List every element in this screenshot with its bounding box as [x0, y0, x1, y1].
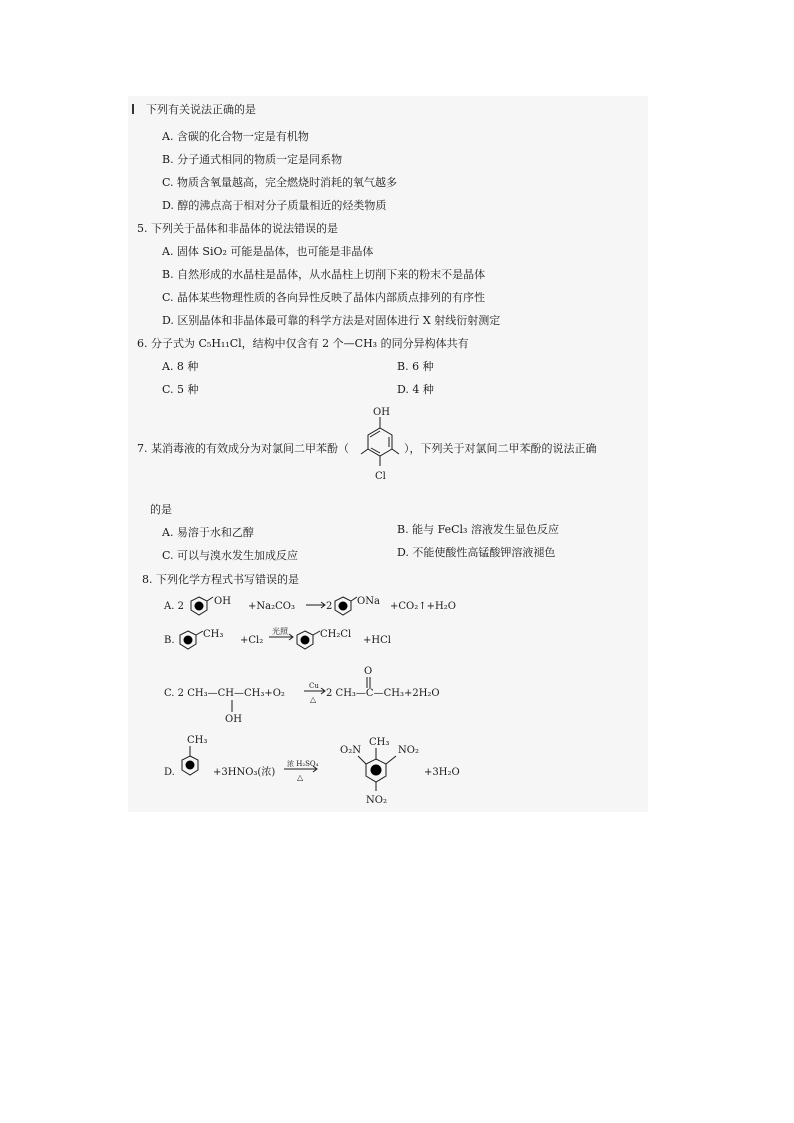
q7-option-d: D. 不能使酸性高锰酸钾溶液褪色: [397, 546, 556, 559]
q8-equation-b: [160, 623, 480, 657]
q8b-prefix: B.: [164, 635, 175, 646]
q7-stem-post: ），下列关于对氯间二甲苯酚的说法正确: [404, 442, 597, 455]
q4-option-d: D. 醇的沸点高于相对分子质量相近的烃类物质: [162, 199, 387, 212]
q6-option-a: A. 8 种: [162, 360, 199, 373]
q8-equation-c: [160, 661, 490, 723]
q8b-ch2cl: CH₂Cl: [320, 629, 352, 640]
q8d-ch3: CH₃: [187, 735, 208, 746]
chloroxylenol-structure: [358, 404, 408, 496]
cl-label: Cl: [375, 471, 386, 482]
q8b-cl2: +Cl₂: [240, 635, 264, 646]
q8c-heat: △: [310, 695, 317, 704]
q5-option-c: C. 晶体某些物理性质的各向异性反映了晶体内部质点排列的有序性: [162, 291, 486, 304]
q5-stem: 5. 下列关于晶体和非晶体的说法错误的是: [137, 222, 338, 235]
q6-option-c: C. 5 种: [162, 383, 199, 396]
q8d-no2-right: NO₂: [398, 745, 419, 756]
q8c-catalyst: Cu: [309, 682, 319, 690]
q7-option-b: B. 能与 FeCl₃ 溶液发生显色反应: [397, 523, 559, 536]
q8c-o: O: [364, 666, 373, 677]
q8a-prefix: A. 2: [164, 601, 184, 612]
q7-option-a: A. 易溶于水和乙醇: [162, 526, 254, 539]
q8d-products: +3H₂O: [424, 767, 460, 778]
q8a-reagent: +Na₂CO₃: [248, 601, 295, 612]
q5-option-d: D. 区别晶体和非晶体最可靠的科学方法是对固体进行 X 射线衍射测定: [162, 314, 501, 327]
q8c-products: 2 CH₃—C—CH₃+2H₂O: [326, 688, 440, 699]
q8b-condition: 光照: [272, 627, 288, 636]
q8a-coeff: 2: [326, 601, 333, 612]
oh-label: OH: [373, 407, 390, 418]
q8-stem: 8. 下列化学方程式书写错误的是: [142, 573, 299, 586]
q8a-oh: OH: [214, 596, 231, 607]
q7-stem-pre: 7. 某消毒液的有效成分为对氯间二甲苯酚（: [137, 442, 349, 455]
q8d-heat: △: [297, 773, 304, 782]
q8d-reagent: +3HNO₃(浓): [213, 767, 276, 778]
q5-option-b: B. 自然形成的水晶柱是晶体，从水晶柱上切削下来的粉末不是晶体: [162, 268, 486, 281]
q7-stem-cont: 的是: [150, 503, 172, 516]
q8-equation-a: [160, 591, 480, 621]
q8b-products: +HCl: [363, 635, 391, 646]
q8a-products: +CO₂↑+H₂O: [390, 601, 456, 612]
q4-option-a: A. 含碳的化合物一定是有机物: [162, 130, 309, 143]
q8b-ch3: CH₃: [203, 629, 224, 640]
q6-stem: 6. 分子式为 C₅H₁₁Cl，结构中仅含有 2 个—CH₃ 的同分异构体共有: [137, 337, 469, 350]
q7-option-c: C. 可以与溴水发生加成反应: [162, 549, 299, 562]
q5-option-a: A. 固体 SiO₂ 可能是晶体，也可能是非晶体: [162, 245, 374, 258]
q4-option-c: C. 物质含氧量越高，完全燃烧时消耗的氧气越多: [162, 176, 398, 189]
q8a-ona: ONa: [357, 596, 380, 607]
q6-option-d: D. 4 种: [397, 383, 434, 396]
q4-stem: 下列有关说法正确的是: [146, 103, 256, 116]
q8d-product-ch3: CH₃: [369, 737, 390, 748]
q8d-no2-bottom: NO₂: [366, 795, 387, 806]
q8c-reactants: C. 2 CH₃—CH—CH₃+O₂: [164, 688, 285, 699]
q8c-oh: OH: [225, 714, 242, 725]
q8d-condition: 浓 H₂SO₄: [287, 760, 319, 768]
q8d-o2n: O₂N: [340, 745, 361, 756]
q8d-prefix: D.: [164, 767, 175, 778]
scan-mark: [132, 104, 134, 114]
q8-equation-d: [160, 729, 490, 809]
q4-option-b: B. 分子通式相同的物质一定是同系物: [162, 153, 343, 166]
q6-option-b: B. 6 种: [397, 360, 434, 373]
